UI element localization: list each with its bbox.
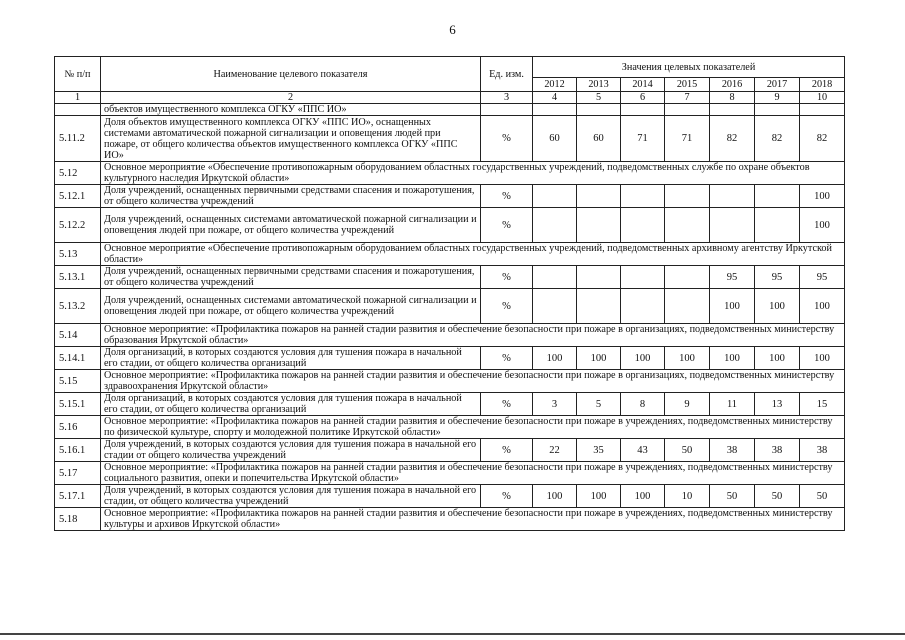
value-cell: [533, 289, 577, 324]
value-cell: 9: [665, 393, 710, 416]
header-year: 2017: [755, 78, 800, 92]
value-cell: 60: [577, 116, 621, 162]
value-cell: [665, 104, 710, 116]
value-cell: 100: [710, 347, 755, 370]
indicator-name: объектов имущественного комплекса ОГКУ «ППС ИО»: [101, 104, 481, 116]
indicator-row: [55, 393, 845, 416]
value-cell: [621, 208, 665, 243]
indicator-name: Доля организаций, в которых создаются условия для тушения пожара в начальной его стадии, от общего количества организаций: [101, 393, 481, 416]
row-code: 5.15: [55, 370, 101, 393]
value-cell: 35: [577, 439, 621, 462]
header-values: Значения целевых показателей: [533, 57, 845, 78]
target-indicators-table: [54, 56, 845, 531]
header-num: № п/п: [55, 57, 101, 92]
indicator-row: [55, 104, 845, 116]
row-code: 5.16: [55, 416, 101, 439]
indicator-row: [55, 185, 845, 208]
indicator-row: [55, 289, 845, 324]
value-cell: 11: [710, 393, 755, 416]
value-cell: 38: [710, 439, 755, 462]
value-cell: [621, 289, 665, 324]
main-activity-text: Основное мероприятие: «Профилактика пожаров на ранней стадии развития и обеспечение безопасности при пожаре в учреждениях, подведомственных министерству социального развития, опеки и попечительства Иркутской области»: [101, 462, 845, 485]
value-cell: 71: [621, 116, 665, 162]
value-cell: 5: [577, 393, 621, 416]
value-cell: 60: [533, 116, 577, 162]
value-cell: 100: [800, 347, 845, 370]
value-cell: [533, 208, 577, 243]
row-code: 5.15.1: [55, 393, 101, 416]
value-cell: 100: [577, 485, 621, 508]
value-cell: [755, 208, 800, 243]
unit-cell: %: [481, 208, 533, 243]
indicator-name: Доля учреждений, оснащенных первичными средствами спасения и пожаротушения, от общего количества учреждений: [101, 266, 481, 289]
value-cell: 50: [800, 485, 845, 508]
main-activity-row: [55, 462, 845, 485]
value-cell: [800, 104, 845, 116]
value-cell: [710, 208, 755, 243]
value-cell: [533, 185, 577, 208]
unit-cell: [481, 104, 533, 116]
value-cell: [577, 208, 621, 243]
value-cell: 100: [577, 347, 621, 370]
value-cell: [621, 104, 665, 116]
indicator-row: [55, 208, 845, 243]
value-cell: 95: [800, 266, 845, 289]
value-cell: 38: [800, 439, 845, 462]
indicator-row: [55, 266, 845, 289]
main-activity-text: Основное мероприятие: «Профилактика пожаров на ранней стадии развития и обеспечение безопасности при пожаре в учреждениях, подведомственных министерству по физической культуре, спорту и молодежной политике Иркутской области»: [101, 416, 845, 439]
value-cell: 38: [755, 439, 800, 462]
index-cell: 3: [481, 92, 533, 104]
value-cell: [577, 289, 621, 324]
value-cell: 100: [621, 485, 665, 508]
value-cell: 100: [665, 347, 710, 370]
value-cell: 3: [533, 393, 577, 416]
value-cell: 100: [533, 485, 577, 508]
value-cell: 22: [533, 439, 577, 462]
main-activity-text: Основное мероприятие: «Профилактика пожаров на ранней стадии развития и обеспечение безопасности при пожаре в организациях, подведомственных министерству здравоохранения Иркутской области»: [101, 370, 845, 393]
row-code: 5.13.2: [55, 289, 101, 324]
unit-cell: %: [481, 289, 533, 324]
header-year: 2013: [577, 78, 621, 92]
row-code: 5.14: [55, 324, 101, 347]
main-activity-text: Основное мероприятие «Обеспечение противопожарным оборудованием областных государственных учреждений, подведомственных архивному агентству Иркутской области»: [101, 243, 845, 266]
value-cell: 71: [665, 116, 710, 162]
unit-cell: %: [481, 347, 533, 370]
index-cell: 5: [577, 92, 621, 104]
row-code: 5.11.2: [55, 116, 101, 162]
index-cell: 7: [665, 92, 710, 104]
indicator-row: [55, 116, 845, 162]
value-cell: [755, 104, 800, 116]
unit-cell: %: [481, 485, 533, 508]
row-code: 5.17.1: [55, 485, 101, 508]
main-activity-row: [55, 162, 845, 185]
value-cell: [755, 185, 800, 208]
value-cell: [710, 104, 755, 116]
row-code: 5.12.1: [55, 185, 101, 208]
value-cell: 100: [755, 289, 800, 324]
row-code: 5.14.1: [55, 347, 101, 370]
row-code: 5.13: [55, 243, 101, 266]
value-cell: 82: [800, 116, 845, 162]
row-code: 5.16.1: [55, 439, 101, 462]
index-cell: 10: [800, 92, 845, 104]
value-cell: [665, 208, 710, 243]
value-cell: [577, 185, 621, 208]
value-cell: [665, 289, 710, 324]
index-cell: 4: [533, 92, 577, 104]
value-cell: 50: [710, 485, 755, 508]
row-code: 5.12.2: [55, 208, 101, 243]
main-activity-row: [55, 508, 845, 531]
indicator-name: Доля учреждений, оснащенных системами автоматической пожарной сигнализации и оповещения людей при пожаре, от общего количества учреждений: [101, 289, 481, 324]
scan-edge-line: [0, 633, 905, 635]
indicator-name: Доля учреждений, оснащенных системами автоматической пожарной сигнализации и оповещения людей при пожаре, от общего количества учреждений: [101, 208, 481, 243]
value-cell: [665, 266, 710, 289]
indicator-name: Доля организаций, в которых создаются условия для тушения пожара в начальной его стадии, от общего количества организаций: [101, 347, 481, 370]
value-cell: 100: [621, 347, 665, 370]
value-cell: [621, 185, 665, 208]
value-cell: 10: [665, 485, 710, 508]
header-unit: Ед. изм.: [481, 57, 533, 92]
value-cell: [577, 266, 621, 289]
value-cell: 100: [533, 347, 577, 370]
value-cell: [533, 266, 577, 289]
header-year: 2012: [533, 78, 577, 92]
value-cell: [621, 266, 665, 289]
row-code: 5.18: [55, 508, 101, 531]
index-cell: 2: [101, 92, 481, 104]
value-cell: 100: [800, 185, 845, 208]
main-activity-row: [55, 324, 845, 347]
indicator-row: [55, 347, 845, 370]
unit-cell: %: [481, 116, 533, 162]
value-cell: 82: [755, 116, 800, 162]
value-cell: [577, 104, 621, 116]
row-code: 5.13.1: [55, 266, 101, 289]
table-body: [55, 104, 845, 531]
indicator-row: [55, 485, 845, 508]
main-activity-text: Основное мероприятие «Обеспечение противопожарным оборудованием областных государственных учреждений, подведомственных службе по охране объектов культурного наследия Иркутской области»: [101, 162, 845, 185]
value-cell: 13: [755, 393, 800, 416]
header-year: 2015: [665, 78, 710, 92]
value-cell: 43: [621, 439, 665, 462]
unit-cell: %: [481, 266, 533, 289]
header-year: 2014: [621, 78, 665, 92]
value-cell: [533, 104, 577, 116]
unit-cell: %: [481, 393, 533, 416]
value-cell: [710, 185, 755, 208]
index-cell: 6: [621, 92, 665, 104]
page-number: 6: [449, 22, 456, 37]
main-activity-row: [55, 416, 845, 439]
header-year: 2018: [800, 78, 845, 92]
value-cell: 50: [665, 439, 710, 462]
indicator-name: Доля учреждений, в которых создаются условия для тушения пожара в начальной его стадии от общего количества учреждений: [101, 439, 481, 462]
row-code: [55, 104, 101, 116]
main-activity-row: [55, 370, 845, 393]
value-cell: 8: [621, 393, 665, 416]
value-cell: 100: [800, 208, 845, 243]
index-cell: 1: [55, 92, 101, 104]
value-cell: 100: [800, 289, 845, 324]
value-cell: 95: [755, 266, 800, 289]
value-cell: 82: [710, 116, 755, 162]
indicator-row: [55, 439, 845, 462]
row-code: 5.17: [55, 462, 101, 485]
index-cell: 9: [755, 92, 800, 104]
value-cell: 100: [710, 289, 755, 324]
value-cell: 95: [710, 266, 755, 289]
main-activity-text: Основное мероприятие: «Профилактика пожаров на ранней стадии развития и обеспечение безопасности при пожаре в организациях, подведомственных министерству образования Иркутской области»: [101, 324, 845, 347]
unit-cell: %: [481, 439, 533, 462]
value-cell: 50: [755, 485, 800, 508]
value-cell: 100: [755, 347, 800, 370]
index-cell: 8: [710, 92, 755, 104]
indicator-name: Доля учреждений, в которых создаются условия для тушения пожара в начальной его стадии, от общего количества учреждений: [101, 485, 481, 508]
main-activity-text: Основное мероприятие: «Профилактика пожаров на ранней стадии развития и обеспечение безопасности при пожаре в учреждениях, подведомственных министерству культуры и архивов Иркутской области»: [101, 508, 845, 531]
main-activity-row: [55, 243, 845, 266]
indicator-name: Доля объектов имущественного комплекса ОГКУ «ППС ИО», оснащенных системами автоматической пожарной сигнализации и оповещения людей при пожаре, от общего количества объектов имущественного комплекса ОГКУ «ППС ИО»: [101, 116, 481, 162]
header-index-row: [55, 92, 845, 104]
row-code: 5.12: [55, 162, 101, 185]
indicator-name: Доля учреждений, оснащенных первичными средствами спасения и пожаротушения, от общего количества учреждений: [101, 185, 481, 208]
value-cell: 15: [800, 393, 845, 416]
unit-cell: %: [481, 185, 533, 208]
header-name: Наименование целевого показателя: [101, 57, 481, 92]
header-year: 2016: [710, 78, 755, 92]
value-cell: [665, 185, 710, 208]
